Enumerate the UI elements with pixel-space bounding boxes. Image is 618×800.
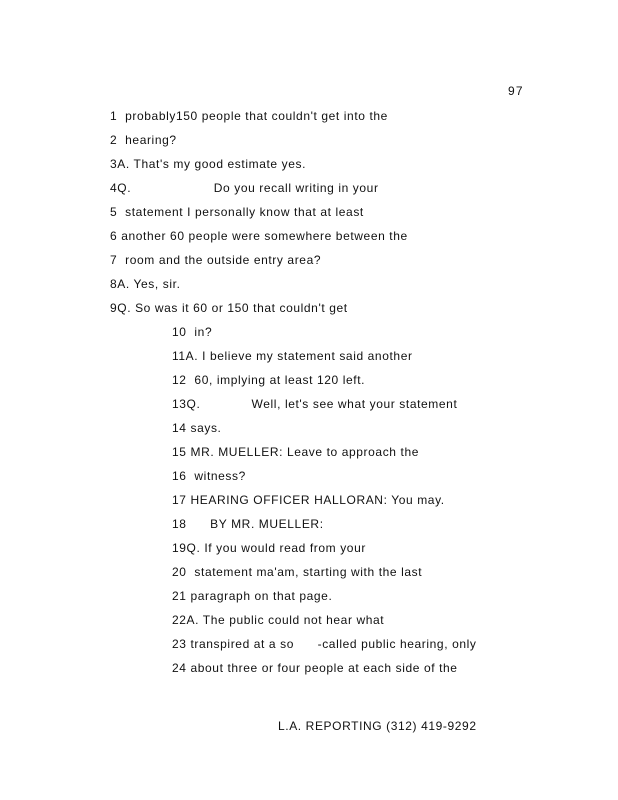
transcript-line-22: 22A. The public could not hear what: [172, 613, 385, 627]
transcript-line-4: 4Q. Do you recall writing in your: [110, 181, 379, 195]
page-number: 97: [508, 84, 524, 98]
transcript-line-5: 5 statement I personally know that at least: [110, 205, 364, 219]
transcript-line-13: 13Q. Well, let's see what your statement: [172, 397, 458, 411]
transcript-line-8: 8A. Yes, sir.: [110, 277, 181, 291]
transcript-line-6: 6 another 60 people were somewhere between the: [110, 229, 408, 243]
transcript-line-21: 21 paragraph on that page.: [172, 589, 333, 603]
transcript-line-9: 9Q. So was it 60 or 150 that couldn't get: [110, 301, 348, 315]
transcript-line-1: 1 probably150 people that couldn't get into the: [110, 109, 388, 123]
transcript-line-11: 11A. I believe my statement said another: [172, 349, 413, 363]
transcript-line-24: 24 about three or four people at each side of the: [172, 661, 458, 675]
transcript-line-3: 3A. That's my good estimate yes.: [110, 157, 307, 171]
transcript-line-15: 15 MR. MUELLER: Leave to approach the: [172, 445, 419, 459]
transcript-line-7: 7 room and the outside entry area?: [110, 253, 322, 267]
reporter-footer: L.A. REPORTING (312) 419-9292: [278, 719, 477, 733]
transcript-line-16: 16 witness?: [172, 469, 246, 483]
transcript-line-19: 19Q. If you would read from your: [172, 541, 366, 555]
transcript-line-20: 20 statement ma'am, starting with the last: [172, 565, 423, 579]
transcript-line-17: 17 HEARING OFFICER HALLORAN: You may.: [172, 493, 445, 507]
transcript-line-18: 18 BY MR. MUELLER:: [172, 517, 324, 531]
transcript-line-23: 23 transpired at a so -called public hearing, only: [172, 637, 477, 651]
transcript-line-2: 2 hearing?: [110, 133, 177, 147]
transcript-line-10: 10 in?: [172, 325, 213, 339]
transcript-line-14: 14 says.: [172, 421, 222, 435]
transcript-line-12: 12 60, implying at least 120 left.: [172, 373, 366, 387]
